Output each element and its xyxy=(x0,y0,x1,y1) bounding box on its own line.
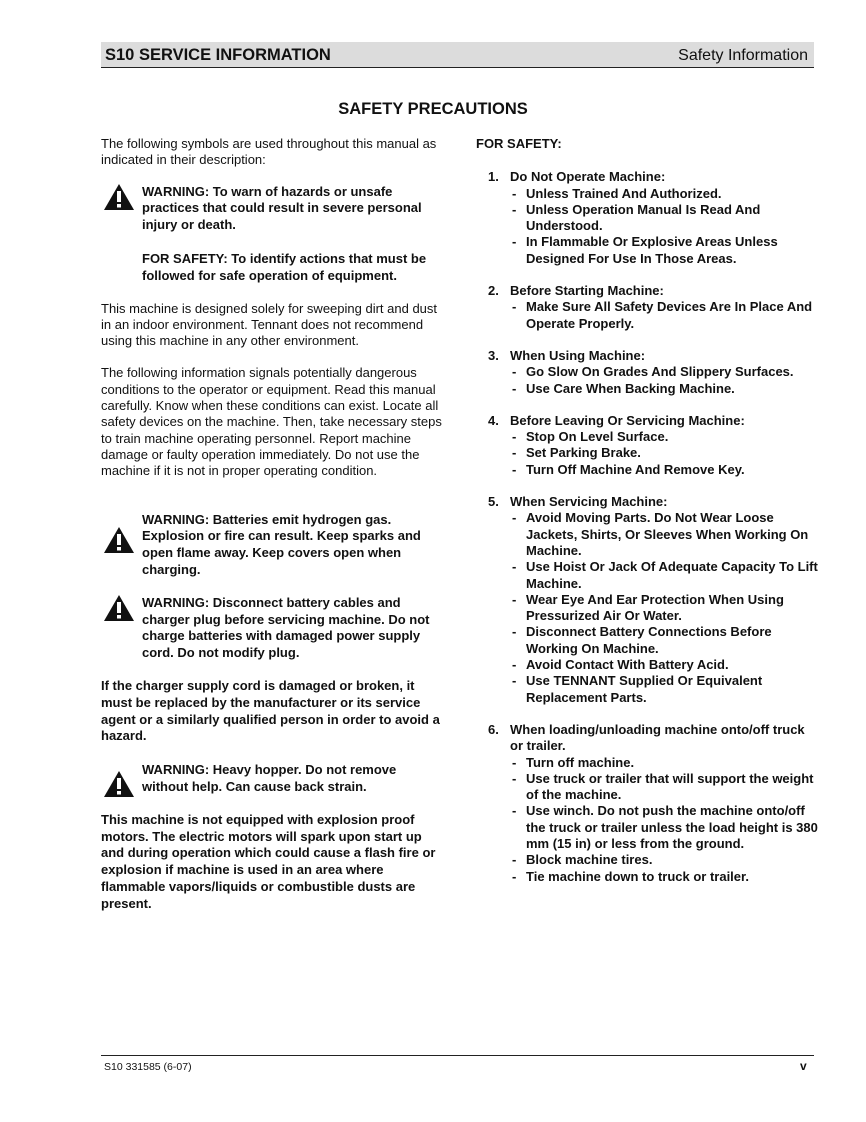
sub-point-text: In Flammable Or Explosive Areas Unless Designed For Use In Those Areas. xyxy=(526,234,778,266)
dash-bullet: - xyxy=(512,429,517,445)
warning-triangle-icon xyxy=(103,594,135,622)
header-section: Safety Information xyxy=(678,47,808,64)
item-title: When Servicing Machine: xyxy=(510,494,668,510)
item-sub-point xyxy=(510,657,821,673)
warning-triangle-icon xyxy=(103,183,135,211)
dash-bullet: - xyxy=(512,510,517,526)
warning-triangle-icon xyxy=(103,526,135,554)
item-sub-point xyxy=(510,364,821,380)
item-sub-point xyxy=(510,445,821,461)
sub-point-text: Use TENNANT Supplied Or Equivalent Replacement Parts. xyxy=(526,673,763,705)
dash-bullet: - xyxy=(512,803,517,819)
item-sub-point xyxy=(510,624,821,657)
item-number: 3. xyxy=(488,347,499,363)
page-title: SAFETY PRECAUTIONS xyxy=(338,100,528,118)
dash-bullet: - xyxy=(512,852,517,868)
signals-text: The following information signals potentially dangerous conditions to the operator or equipment. Read this manual carefully. Know when these conditions can exist. Locate all safety devices on the machine. Then, take necessary steps to train machine operating personnel. Report machine damage or faulty operation immediately. Do not use the machine if it is not in proper operating condition. xyxy=(101,365,442,479)
item-title: Before Leaving Or Servicing Machine: xyxy=(510,412,745,428)
safety-item xyxy=(476,494,821,706)
explosion-proof-text: This machine is not equipped with explosion proof motors. The electric motors will spark upon start up and during operation which could cause a flash fire or explosion if machine is used in an area where flammable vapors/liquids or combustible dusts are present. xyxy=(101,811,436,911)
header-title: S10 SERVICE INFORMATION xyxy=(105,46,331,64)
sub-point-text: Go Slow On Grades And Slippery Surfaces. xyxy=(526,364,794,380)
safety-item xyxy=(476,413,821,478)
charger-cord-text: If the charger supply cord is damaged or broken, it must be replaced by the manufacturer or its service agent or a similarly qualified person in order to avoid a hazard. xyxy=(101,677,440,744)
item-number: 5. xyxy=(488,494,499,510)
dash-bullet: - xyxy=(512,445,517,461)
item-title: Do Not Operate Machine: xyxy=(510,169,666,185)
item-number: 1. xyxy=(488,169,499,185)
item-title: Before Starting Machine: xyxy=(510,283,664,299)
warning-triangle-icon xyxy=(103,770,135,798)
item-sub-point xyxy=(510,299,821,332)
safety-item xyxy=(476,348,821,397)
dash-bullet: - xyxy=(512,234,517,250)
sub-point-text: Use Hoist Or Jack Of Adequate Capacity To Lift Machine. xyxy=(526,559,818,591)
item-title: When loading/unloading machine onto/off truck or trailer. xyxy=(510,721,805,754)
item-number: 4. xyxy=(488,412,499,428)
item-sub-point xyxy=(510,673,821,706)
safety-item xyxy=(476,283,821,332)
sub-point-text: Avoid Moving Parts. Do Not Wear Loose Jackets, Shirts, Or Sleeves When Working On Machine. xyxy=(526,510,809,558)
warning-hopper-block xyxy=(101,762,446,796)
item-sub-point xyxy=(510,852,821,868)
for-safety-heading: FOR SAFETY: xyxy=(476,136,562,151)
sub-point-text: Block machine tires. xyxy=(526,852,653,868)
warning-hopper-text: WARNING: Heavy hopper. Do not remove without help. Can cause back strain. xyxy=(142,762,397,794)
warning-batteries-text: WARNING: Batteries emit hydrogen gas. Explosion or fire can result. Keep sparks and open flame away. Keep covers open when charging. xyxy=(142,511,421,577)
item-sub-point xyxy=(510,803,821,852)
dash-bullet: - xyxy=(512,299,517,315)
right-column xyxy=(476,136,821,885)
warning-batteries-block xyxy=(101,512,446,579)
sub-point-text: Unless Trained And Authorized. xyxy=(526,185,722,201)
dash-bullet: - xyxy=(512,461,517,477)
sub-point-text: Use winch. Do not push the machine onto/off the truck or trailer unless the load height is 380 mm (15 in) or less from the ground. xyxy=(526,803,818,851)
warning-symbol-text: WARNING: To warn of hazards or unsafe practices that could result in severe personal injury or death. xyxy=(142,183,422,233)
for-safety-symbol-text: FOR SAFETY: To identify actions that must be followed for safe operation of equipment. xyxy=(142,250,427,283)
footer-page-number: v xyxy=(800,1059,807,1073)
warning-disconnect-text: WARNING: Disconnect battery cables and charger plug before servicing machine. Do not charge batteries with damaged power supply cord. Do not modify plug. xyxy=(142,594,430,661)
safety-item xyxy=(476,722,821,885)
sub-point-text: Use truck or trailer that will support the weight of the machine. xyxy=(526,770,814,803)
dash-bullet: - xyxy=(512,591,517,607)
item-sub-point xyxy=(510,771,821,804)
sub-point-text: Disconnect Battery Connections Before Working On Machine. xyxy=(526,624,772,656)
sub-point-text: Avoid Contact With Battery Acid. xyxy=(526,657,729,673)
item-sub-point xyxy=(510,429,821,445)
sub-point-text: Make Sure All Safety Devices Are In Place And Operate Properly. xyxy=(526,299,813,331)
dash-bullet: - xyxy=(512,657,517,673)
dash-bullet: - xyxy=(512,380,517,396)
dash-bullet: - xyxy=(512,559,517,575)
dash-bullet: - xyxy=(512,185,517,201)
sub-point-text: Unless Operation Manual Is Read And Understood. xyxy=(526,201,761,234)
item-sub-point xyxy=(510,462,821,478)
item-sub-point xyxy=(510,234,821,267)
designed-text: This machine is designed solely for sweeping dirt and dust in an indoor environment. Tennant does not recommend using this machine in any other environment. xyxy=(101,300,438,349)
dash-bullet: - xyxy=(512,673,517,689)
dash-bullet: - xyxy=(512,754,517,770)
warning-disconnect-block xyxy=(101,595,446,662)
item-sub-point xyxy=(510,559,821,592)
item-number: 6. xyxy=(488,721,499,737)
item-sub-point xyxy=(510,202,821,235)
item-sub-point xyxy=(510,510,821,559)
sub-point-text: Tie machine down to truck or trailer. xyxy=(526,868,749,884)
footer-doc-number: S10 331585 (6-07) xyxy=(104,1061,192,1073)
dash-bullet: - xyxy=(512,868,517,884)
dash-bullet: - xyxy=(512,624,517,640)
warning-symbol-block xyxy=(101,184,446,234)
item-sub-point xyxy=(510,381,821,397)
safety-item xyxy=(476,169,821,267)
safety-list xyxy=(476,169,821,885)
sub-point-text: Wear Eye And Ear Protection When Using Pressurized Air Or Water. xyxy=(526,591,784,624)
dash-bullet: - xyxy=(512,770,517,786)
dash-bullet: - xyxy=(512,364,517,380)
item-number: 2. xyxy=(488,283,499,299)
page-header xyxy=(101,42,814,68)
sub-point-text: Set Parking Brake. xyxy=(526,445,641,461)
footer-divider xyxy=(101,1055,814,1056)
left-column xyxy=(101,136,446,912)
item-sub-point xyxy=(510,186,821,202)
sub-point-text: Turn off machine. xyxy=(526,754,635,770)
item-sub-point xyxy=(510,869,821,885)
intro-text: The following symbols are used throughout this manual as indicated in their description: xyxy=(101,136,437,168)
item-sub-point xyxy=(510,592,821,625)
dash-bullet: - xyxy=(512,201,517,217)
item-title: When Using Machine: xyxy=(510,347,646,363)
sub-point-text: Turn Off Machine And Remove Key. xyxy=(526,461,745,477)
sub-point-text: Stop On Level Surface. xyxy=(526,429,669,445)
sub-point-text: Use Care When Backing Machine. xyxy=(526,380,735,396)
item-sub-point xyxy=(510,755,821,771)
